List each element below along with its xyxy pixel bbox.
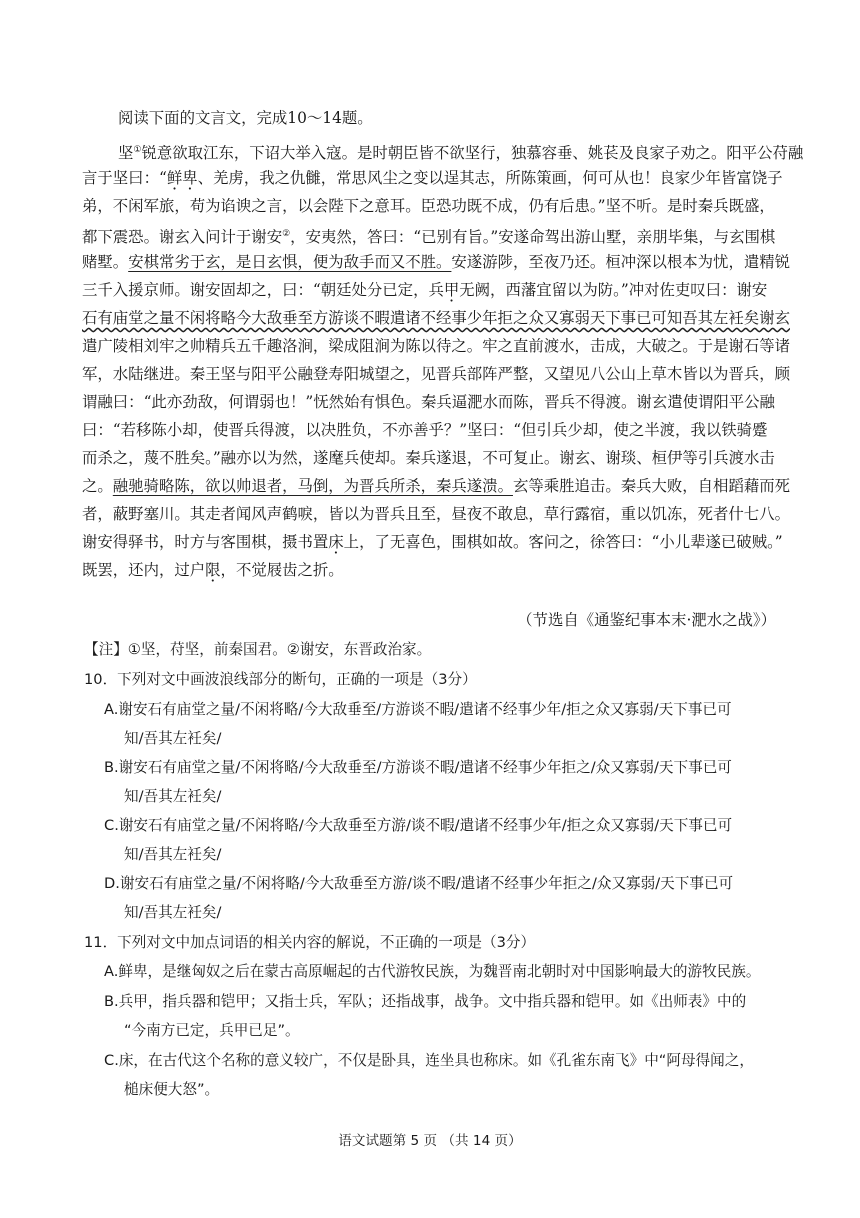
passage-text: 三千入援京师。谢安固却之，曰：“朝廷处分已定，兵 xyxy=(82,281,444,299)
passage-text: 坚 xyxy=(118,144,134,162)
dotted-word: 床 xyxy=(328,533,344,551)
passage-line xyxy=(82,336,790,356)
footnote-marker: ② xyxy=(282,229,291,239)
question-stem: 11．下列对文中加点词语的相关内容的解说，不正确的一项是（3分） xyxy=(84,934,536,951)
passage-text: ，安夷然，答曰：“已别有旨。”安遂命驾出游山墅，亲朋毕集，与玄围棋 xyxy=(290,228,776,246)
page-footer: 语文试题第 5 页 （共 14 页） xyxy=(338,1133,522,1149)
dotted-word: 限 xyxy=(205,561,221,579)
option-c: C.床，在古代这个名称的意义较广，不仅是卧具，连坐具也称床。如《孔雀东南飞》中“阿母得闻之， xyxy=(104,1052,754,1069)
passage-source: （节选自《通鉴纪事本末·淝水之战》） xyxy=(517,611,776,629)
option-a: A.谢安石有庙堂之量/不闲将略/今大敌垂至/方游谈不暇/遣诸不经事少年/拒之众又寡弱/天下事已可 xyxy=(104,701,732,718)
passage-text: 赌墅。 xyxy=(82,253,129,271)
passage-text: 安遂游陟，至夜乃还。桓冲深以根本为忧，遣精锐 xyxy=(451,253,791,271)
footnote: 【注】①坚，苻坚，前秦国君。②谢安，东晋政治家。 xyxy=(84,641,432,658)
passage-text: 谢安得驿书，时方与客围棋，摄书置 xyxy=(82,533,329,551)
passage-line: 军，水陆继进。秦王坚与阳平公融登寿阳城望之，见晋兵部阵严整，又望见八公山上草木皆以为晋兵，顾 xyxy=(82,365,790,383)
passage-text: 无阙，西藩宜留以为防。”冲对佐吏叹曰：谢安 xyxy=(459,281,768,299)
option-a: A.鲜卑，是继匈奴之后在蒙古高原崛起的古代游牧民族，为魏晋南北朝时对中国影响最大的游牧民族。 xyxy=(104,963,761,980)
reading-instruction: 阅读下面的文言文，完成10～14题。 xyxy=(118,109,373,127)
option-b: B.兵甲，指兵器和铠甲；又指士兵，军队；还指战事，战争。文中指兵器和铠甲。如《出师表》中的 xyxy=(104,993,747,1010)
option-d-cont: 知/吾其左衽矣/ xyxy=(124,904,222,921)
option-b-cont: 知/吾其左衽矣/ xyxy=(124,788,222,805)
passage-text: 既罢，还内，过户 xyxy=(82,561,206,579)
option-a-cont: 知/吾其左衽矣/ xyxy=(124,730,222,747)
passage-line: 者，蔽野塞川。其走者闻风声鹤唳，皆以为晋兵且至，昼夜不敢息，草行露宿，重以饥冻，死者什七八。 xyxy=(82,505,790,523)
passage-line xyxy=(82,308,790,328)
option-c: C.谢安石有庙堂之量/不闲将略/今大敌垂至方游/谈不暇/遣诸不经事少年/拒之众又寡弱/天下事已可 xyxy=(104,817,733,834)
wavy-underlined-text xyxy=(82,337,790,355)
option-c-cont: 知/吾其左衽矣/ xyxy=(124,846,222,863)
passage-text: 、羌虏，我之仇雠，常思风尘之变以逞其志，所陈策画，何可从也！良家少年皆富饶子 xyxy=(197,169,783,187)
passage-text: 锐意欲取江东，下诏大举入寇。是时朝臣皆不欲坚行，独慕容垂、姚苌及良家子劝之。阳平公苻融 xyxy=(141,144,804,162)
wavy-underlined-text: 石有庙堂之量不闲将略今大敌垂至方游谈不暇遣诸不经事少年拒之众又寡弱天下事已可知吾其左衽矣谢玄 xyxy=(82,309,790,327)
passage-text: 玄等乘胜追击。秦兵大败，自相蹈藉而死 xyxy=(512,477,791,495)
passage-line xyxy=(82,476,790,496)
passage-line: 谓融曰：“此亦劲敌，何谓弱也！”怃然始有惧色。秦兵逼淝水而陈，晋兵不得渡。谢玄遣使谓阳平公融 xyxy=(82,393,775,411)
option-b: B.谢安石有庙堂之量/不闲将略/今大敌垂至/方游谈不暇/遣诸不经事少年拒之/众又寡弱/天下事已可 xyxy=(104,759,732,776)
passage-line xyxy=(82,224,775,247)
underlined-sentence: 融驰骑略陈，欲以帅退者，马倒，为晋兵所杀，秦兵遂溃。 xyxy=(112,477,513,495)
passage-line xyxy=(82,532,783,552)
passage-line xyxy=(118,140,803,163)
passage-line: 弟，不闲军旅，苟为谄谀之言，以会陛下之意耳。臣恐功既不成，仍有后患。”坚不听。是时秦兵既盛， xyxy=(82,197,775,215)
passage-text: 都下震恐。谢玄入问计于谢安 xyxy=(82,228,283,246)
option-d: D.谢安石有庙堂之量/不闲将略/今大敌垂至方游/谈不暇/遣诸不经事少年拒之/众又寡弱/天下事已可 xyxy=(104,875,734,892)
passage-text: 言于坚曰：“ xyxy=(82,169,167,187)
option-c-cont: 槌床便大怒”。 xyxy=(124,1081,220,1098)
passage-line xyxy=(82,252,790,272)
dotted-word: 甲 xyxy=(443,281,460,299)
passage-line xyxy=(82,280,767,300)
passage-text: ，不觉屐齿之折。 xyxy=(220,561,344,579)
dotted-word: 卑 xyxy=(182,169,198,187)
passage-line xyxy=(82,168,783,188)
dotted-word: 鲜 xyxy=(166,169,183,187)
passage-line xyxy=(82,560,344,580)
passage-text: 上，了无喜色，围棋如故。客问之，徐答曰：“小儿辈遂已破贼。” xyxy=(343,533,783,551)
passage-line: 曰：“若移陈小却，使晋兵得渡，以决胜负，不亦善乎？”坚曰：“但引兵少却，使之半渡，我以铁骑蹙 xyxy=(82,421,768,439)
footnote-marker: ① xyxy=(133,145,142,155)
question-stem: 10．下列对文中画波浪线部分的断句，正确的一项是（3分） xyxy=(84,671,477,688)
passage-text: 之。 xyxy=(82,477,113,495)
passage-line: 而杀之，蔑不胜矣。”融亦以为然，遂麾兵使却。秦兵遂退，不可复止。谢玄、谢琰、桓伊等引兵渡水击 xyxy=(82,449,775,467)
passage-text: 遣广陵相刘牢之帅精兵五千趣洛涧，梁成阻涧为陈以待之。牢之直前渡水，击成，大破之。于是谢石等诸 xyxy=(82,337,790,355)
underlined-sentence: 安棋常劣于玄，是日玄惧，便为敌手而又不胜。 xyxy=(128,253,452,271)
option-b-cont: “今南方已定，兵甲已足”。 xyxy=(124,1022,300,1039)
